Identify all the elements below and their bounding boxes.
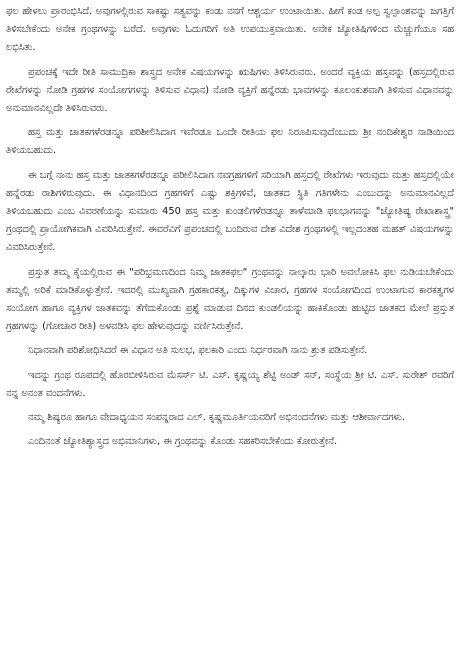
paragraph-method-easy: ನಿಧಾನವಾಗಿ ಪರಿಶೋಧಿಸಿದರೆ ಈ ವಿಧಾನ ಅತಿ ಸುಲಭ, ಫಲಕಾರಿ ಎಂದು ನಿರ್ಧರವಾಗಿ ನಾನು ಶ್ರುತ ಪಡಿಸುತ್ತೇನೆ.: [28, 345, 368, 357]
paragraph-publisher-thanks: ಇದನ್ನು ಗ್ರಂಥ ರೂಪದಲ್ಲಿ ಹೊರಬೀಳಿಸಿರುವ ಮೆಸರ್ಸ್ ಟಿ. ಎಸ್. ಕೃಷ್ಣಯ್ಯ ಶೆಟ್ಟಿ ಅಂಡ್ ಸನ್, ಸಂಸ್ಥೆಯ ಶ್ರೀ ಟಿ. ಎಸ್. ಸುರೇಶ್ ರವರಿಗೆ ನನ್ನ ಅನಂತ ವಂದನೆಗಳು.: [6, 369, 454, 399]
paragraph-opening: ಫಲ ಹೇಳಲು ಪ್ರಾರಂಭಿಸಿದೆ. ಅವುಗಳಲ್ಲಿರುವ ಸಾಕಷ್ಟು ಸತ್ಯವನ್ನು ಕಂಡು ನನಗೆ ಆಶ್ಚರ್ಯ ಉಂಟಾಯಿತು. ಹೀಗೆ ಕಂಡ ಅಲ್ಪ ಸ್ವಲ್ಪಾಂಶವನ್ನು ಜಗತ್ತಿಗೆ ತಿಳಿಸಬೇಕೆಂದು ಅನೇಕ ಗ್ರಂಥಗಳನ್ನು ಬರೆದೆ. ಅವುಗಳು ಓದುಗರಿಗೆ ಅತಿ ಉಪಯುಕ್ತವಾಯಿತು. ಅನೇಕ ಜ್ಯೋತಿಷಿಗಳಿಂದ ಮೆಚ್ಚುಗೆಯೂ ಸಹ ಲಭಿಸಿತು.: [6, 6, 454, 54]
paragraph-palmistry-sages: ಪ್ರಪಂಚಕ್ಕೆ ಇದೇ ರೀತಿ ಸಾಮುದ್ರಿಕಾ ಶಾಸ್ತ್ರದ ಅನೇಕ ವಿಷಯಗಳನ್ನು ಋಷಿಗಳು ತಿಳಿಸಿರುವರು. ಅಂದರೆ ವ್ಯಕ್ತಿಯ ಹಸ್ತವನ್ನು (ಹಸ್ತದಲ್ಲಿರುವ ರೇಖೆಗಳನ್ನು ನೋಡಿ ಗ್ರಹಗಳ ಸಂಯೋಗಗಳನ್ನು ತಿಳಿಸುವ ವಿಧಾನ) ನೋಡಿ ವ್ಯಕ್ತಿಗೆ ಹನ್ನೆರಡು ಭಾವಗಳನ್ನು ಕೂಲಂಕುಶವಾಗಿ ತಿಳಿಸುವ ವಿಧಾನವನ್ನು ಅನುಮಾನವಿಲ್ಲದೇ ತಿಳಿಸಿರುವರು.: [6, 66, 454, 115]
paragraph-research-450-hands: ಈ ಬಗ್ಗೆ ನಾನು ಹಸ್ತ ಮತ್ತು ಜಾತಕಗಳೆರಡನ್ನೂ ಪರೀಲಿಸಿದಾಗ ನವಗ್ರಹಗಳಿಗೆ ಸರಿಯಾಗಿ ಹಸ್ತದಲ್ಲಿ ರೇಖೆಗಳು ಇರುವುದು ಮತ್ತು ಹಸ್ತದಲ್ಲಿಯೇ ಹನ್ನೆರಡು ರಾಶಿಗಳಿರುವುದು. ಈ ವಿಧಾನದಿಂದ ಗ್ರಹಗಳಿಗೆ ಎಷ್ಟು ಶಕ್ತಿಗಳಿವೆ, ಜಾತಕದ ಸ್ಥಿತಿ ಗತಿಗಳೇನು ಎಂಬುದನ್ನು ಅನುಮಾನವಿಲ್ಲದೆ ತಿಳಿಯಬಹುದು ಎಂಬ ವಿವರಣೆಯನ್ನು ಸುಮಾರು 450 ಹಸ್ತ ಮತ್ತು ಕುಂಡಲಿಗಳೆರಡನ್ನೂ ತಾಳೆಮಾಡಿ ಫಲಭಾಗವನ್ನು "ಜ್ಯೋತಿಷ್ಯ ರೇಖಾಶಾಸ್ತ್ರ" ಗ್ರಂಥದಲ್ಲಿ ಪ್ರಾಯೋಗಿಕವಾಗಿ ವಿವರಿಸಿರುತ್ತೇನೆ. ಈವರೆವಿಗೆ ಪ್ರಪಂಚದಲ್ಲಿ ಬಂದಿರುವ ದೇಶ ವಿದೇಶ ಗ್ರಂಥಗಳಲ್ಲಿ ಇಲ್ಲದಂತಹ ಮಹತ್ ವಿಷಯಗಳನ್ನು ವಿವರಿಸಿರುತ್ತೇನೆ.: [6, 169, 454, 254]
paragraph-book-contents: ಪ್ರಸ್ತುತ ತಮ್ಮ ಕೈಯಲ್ಲಿರುವ ಈ "ಪರಿಭ್ರಮಣದಿಂದ ನಿಮ್ಮ ಜಾತಕಫಲ" ಗ್ರಂಥವನ್ನು ನಾಲ್ಕಾರು ಭಾರಿ ಅವಲೋಕಿಸಿ ಫಲ ನುಡಿಯಬೇಕೆಂದು ತಮ್ಮಲ್ಲಿ ಅರಿಕೆ ಮಾಡಿಕೊಳ್ಳುತ್ತೇನೆ. ಇದರಲ್ಲಿ ಮುಖ್ಯವಾಗಿ ಗ್ರಹಕಾರಕತ್ವ, ದಿಕ್ಕುಗಳ ವಿಚಾರ, ಗ್ರಹಗಳ ಸಂಯೋಗದಿಂದ ಉಂಟಾಗುವ ಕಾರಕತ್ವಗಳ ಸಂಯೋಗ ಹಾಗೂ ವ್ಯಕ್ತಿಗಳ ಜಾತಕವನ್ನು ತೆಗೆದುಕೊಂಡು ಪ್ರಶ್ನೆ ಮಾಡುವ ದಿನದ ಕುಂಡಲಿಯನ್ನು ಹಾಕಿಕೊಂಡು ಹುಟ್ಟಿದ ಜಾತಕದ ಮೇಲೆ ಪ್ರಸ್ತುತ ಗ್ರಹಗಳನ್ನು (ಗೋಚಾರ ರೀತಿ) ಅಳವಡಿಸಿ ಫಲ ಹೇಳುವುದನ್ನು ವರ್ಣಿಸಿರುತ್ತೇನೆ.: [6, 266, 454, 333]
paragraph-closing-request: ಎಂದಿನಂತೆ ಜ್ಯೋತಿಶ್ಯಾಸ್ತ್ರದ ಅಭಿಮಾನಿಗಳು, ಈ ಗ್ರಂಥವನ್ನು ಕೊಂಡು ಸಹಕರಿಸಬೇಕೆಂದು ಕೋರುತ್ತೇನೆ.: [28, 436, 338, 448]
paragraph-nandikeshwara-nadi: ಹಸ್ತ ಮತ್ತು ಜಾತಕಗಳೆರಡನ್ನೂ ಪರಿಶೀಲಿಸಿದಾಗ ಇವೆರಡೂ ಒಂದೇ ರೀತಿಯ ಫಲ ನಿರೂಪಿಸುವುದೆಂಬುದು ಶ್ರೀ ನಂದಿಕೇಶ್ವರ ನಾಡಿಯಿಂದ ತಿಳಿಯಬಹುದು.: [6, 127, 454, 157]
paragraph-disciple-blessings: ನಮ್ಮ ಶಿಷ್ಯರೂ ಹಾಗೂ ವೇದಾಧ್ಯಯನ ಸಂಪನ್ನರಾದ ಎಲ್. ಕೃಷ್ಣಮೂರ್ತಿಯವರಿಗೆ ಅಭಿನಂದನೆಗಳು ಮತ್ತು ಆಶೀರ್ವಾದಗಳು.: [28, 412, 406, 424]
